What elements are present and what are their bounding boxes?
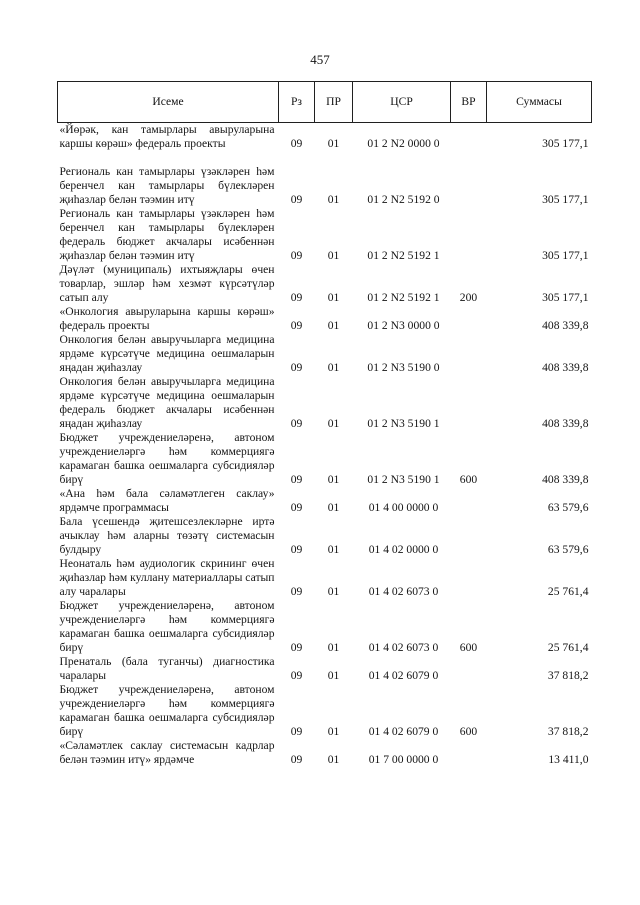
row-csr: 01 2 N3 5190 0 [367,361,440,374]
table-row [58,739,592,767]
table-row [58,305,592,333]
budget-table [57,81,592,767]
row-vr [451,487,487,515]
table-row [58,599,592,655]
row-rz: 09 [290,137,303,150]
row-rz: 09 [290,249,303,262]
row-sum: 408 339,8 [542,473,589,486]
row-sum: 37 818,2 [547,725,589,738]
row-vr: 600 [459,725,478,738]
row-name: «Сәламәтлек саклау системасын кадрлар белән тәэмин итү» ярдәмче [59,739,275,766]
row-sum: 305 177,1 [542,291,589,304]
row-name: Бюджет учреждениеләренә, автоном учреждениеләргә һәм коммерциягә карамаган башка оешмаларга субсидияләр бирү [59,431,275,486]
row-csr: 01 2 N2 5192 1 [367,291,440,304]
table-row [58,333,592,375]
table-row [58,655,592,683]
row-vr [451,333,487,375]
row-pr: 01 [327,585,340,598]
row-csr: 01 4 02 6079 0 [368,725,439,738]
row-name: Бала үсешендә җитешсезлекләрне иртә ачыклау һәм аларны төзәтү системасын булдыру [59,515,275,556]
row-vr [451,305,487,333]
row-vr [451,739,487,767]
row-pr: 01 [327,417,340,430]
header-csr: ЦСР [353,82,451,123]
header-row [58,82,592,123]
header-sum: Суммасы [487,82,592,123]
row-name: Бюджет учреждениеләренә, автоном учреждениеләргә һәм коммерциягә карамаган башка оешмаларга субсидияләр бирү [59,599,275,654]
row-rz: 09 [290,193,303,206]
row-pr: 01 [327,319,340,332]
row-name: Пренаталь (бала туганчы) диагностика чаралары [59,655,275,682]
row-vr [451,123,487,152]
row-rz: 09 [290,725,303,738]
row-pr: 01 [327,137,340,150]
row-csr: 01 2 N2 5192 1 [367,249,440,262]
page-number: 457 [310,52,330,67]
header-name: Исеме [58,82,279,123]
row-sum: 408 339,8 [542,417,589,430]
table-row [58,683,592,739]
row-sum: 305 177,1 [542,249,589,262]
row-csr: 01 4 00 0000 0 [368,501,439,514]
table-row [58,557,592,599]
table-row [58,431,592,487]
row-vr: 200 [459,291,478,304]
table-row [58,375,592,431]
row-sum: 25 761,4 [547,585,589,598]
row-csr: 01 2 N3 5190 1 [367,473,440,486]
row-name: «Йөрәк, кан тамырлары авыруларына каршы көрәш» федераль проекты [59,123,275,150]
row-sum: 63 579,6 [547,543,589,556]
header-pr: ПР [315,82,353,123]
row-vr [451,515,487,557]
row-sum: 63 579,6 [547,501,589,514]
row-rz: 09 [290,641,303,654]
row-pr: 01 [327,641,340,654]
row-rz: 09 [290,319,303,332]
table-row [58,487,592,515]
row-csr: 01 4 02 6073 0 [368,641,439,654]
row-vr [451,375,487,431]
row-vr [451,557,487,599]
table-row [58,207,592,263]
row-vr [451,655,487,683]
row-rz: 09 [290,361,303,374]
row-name: Бюджет учреждениеләренә, автоном учреждениеләргә һәм коммерциягә карамаган башка оешмаларга субсидияләр бирү [59,683,275,738]
row-pr: 01 [327,361,340,374]
table-row [58,151,592,207]
row-sum: 408 339,8 [542,361,589,374]
row-vr [451,151,487,207]
table-row [58,515,592,557]
row-rz: 09 [290,543,303,556]
row-name: Неонаталь һәм аудиологик скрининг өчен җиһазлар һәм куллану материаллары сатып алу чаралары [59,557,275,598]
row-sum: 408 339,8 [542,319,589,332]
budget-table-container [57,81,591,767]
row-rz: 09 [290,417,303,430]
row-vr [451,207,487,263]
table-row [58,263,592,305]
header-rz: Рз [279,82,315,123]
row-pr: 01 [327,193,340,206]
row-csr: 01 2 N2 0000 0 [367,137,440,150]
row-name: «Ана һәм бала сәламәтлеген саклау» ярдәмче программасы [59,487,275,514]
row-pr: 01 [327,725,340,738]
row-name: Онкология белән авыручыларга медицина ярдәме күрсәтүче медицина оешмаларын федераль бюджет акчалары исәбеннән яңадан җиһазлау [59,375,275,430]
row-name: Региональ кан тамырлары үзәкләрен һәм беренчел кан тамырлары бүлекләрен федераль бюджет акчалары исәбеннән җиһазлар белән тәэмин итү [59,207,275,262]
row-name: Онкология белән авыручыларга медицина ярдәме күрсәтүче медицина оешмаларын яңадан җиһазлау [59,333,275,374]
row-name: Региональ кан тамырлары үзәкләрен һәм беренчел кан тамырлары бүлекләрен җиһазлар белән тәэмин итү [59,165,275,206]
row-pr: 01 [327,753,340,766]
row-sum: 25 761,4 [547,641,589,654]
row-sum: 305 177,1 [542,137,589,150]
row-pr: 01 [327,501,340,514]
row-pr: 01 [327,249,340,262]
row-csr: 01 2 N3 0000 0 [367,319,440,332]
table-row [58,123,592,152]
header-vr: ВР [451,82,487,123]
row-pr: 01 [327,543,340,556]
row-pr: 01 [327,291,340,304]
row-vr: 600 [459,473,478,486]
row-sum: 13 411,0 [548,753,589,766]
row-rz: 09 [290,473,303,486]
row-name: Дәүләт (муниципаль) ихтыяҗлары өчен товарлар, эшләр һәм хезмәт күрсәтүләр сатып алу [59,263,275,304]
row-csr: 01 4 02 6073 0 [368,585,439,598]
row-rz: 09 [290,291,303,304]
row-csr: 01 4 02 0000 0 [368,543,439,556]
row-pr: 01 [327,473,340,486]
row-rz: 09 [290,501,303,514]
row-sum: 37 818,2 [547,669,589,682]
row-sum: 305 177,1 [542,193,589,206]
row-csr: 01 2 N2 5192 0 [367,193,440,206]
row-rz: 09 [290,753,303,766]
row-csr: 01 2 N3 5190 1 [367,417,440,430]
row-csr: 01 7 00 0000 0 [368,753,439,766]
row-csr: 01 4 02 6079 0 [368,669,439,682]
row-vr: 600 [459,641,478,654]
row-rz: 09 [290,585,303,598]
row-pr: 01 [327,669,340,682]
row-name: «Онкология авыруларына каршы көрәш» федераль проекты [59,305,275,332]
row-rz: 09 [290,669,303,682]
